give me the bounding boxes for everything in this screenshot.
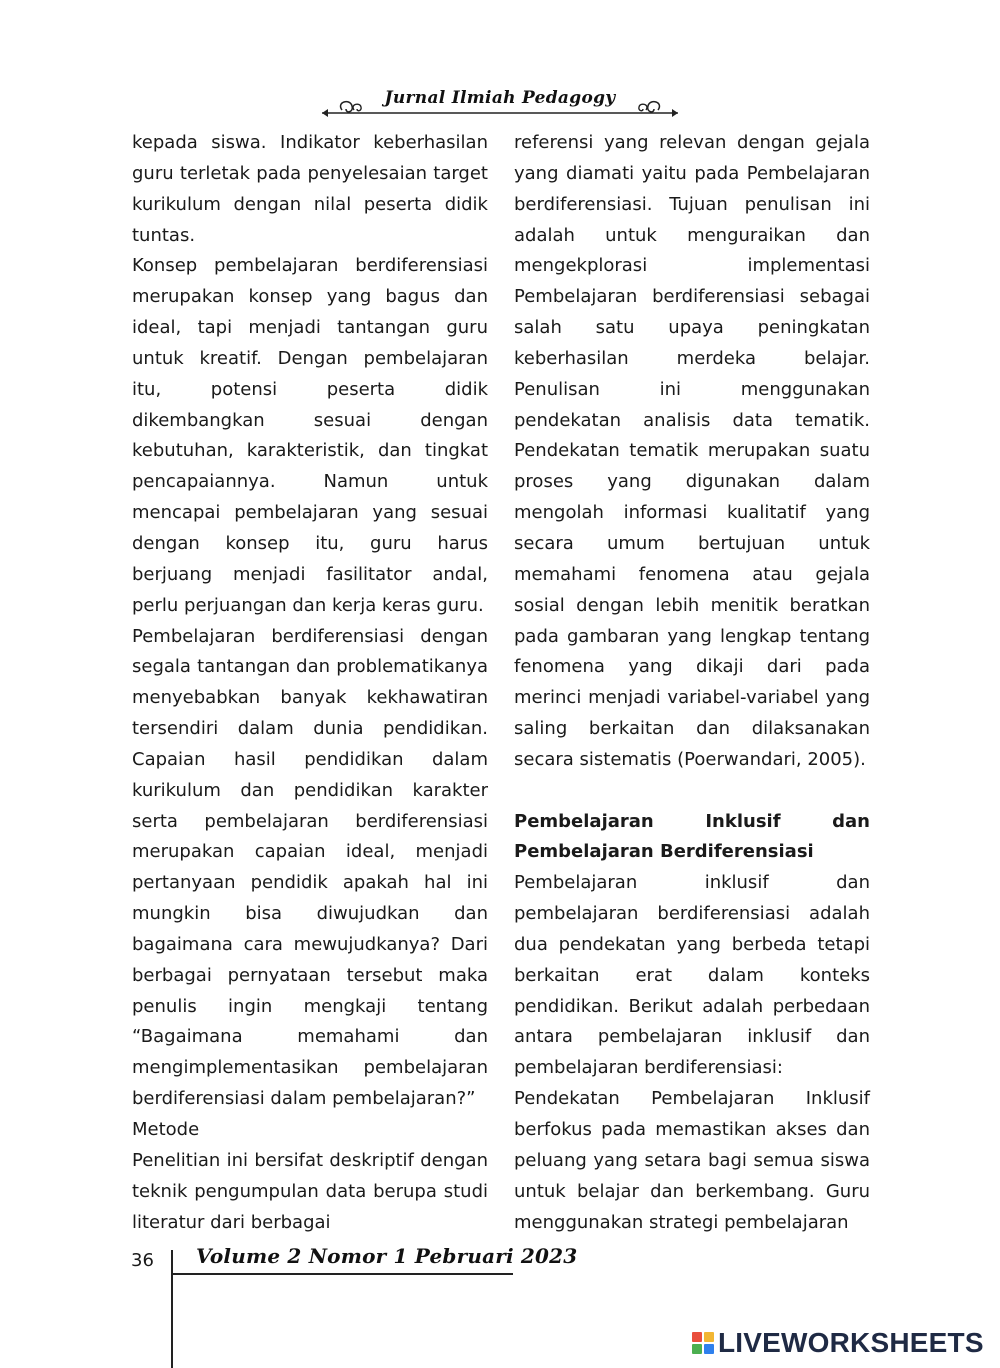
liveworksheets-text: LIVEWORKSHEETS bbox=[718, 1327, 984, 1358]
left-paragraph-1: kepada siswa. Indikator keberhasilan guru terletak pada penyelesaian target kurikulum dengan nilal peserta didik tuntas. bbox=[132, 132, 488, 246]
logo-square-1 bbox=[692, 1332, 702, 1342]
journal-header bbox=[320, 88, 680, 124]
footer-divider-horizontal bbox=[173, 1273, 513, 1275]
section-heading-inklusif: Pembelajaran Inklusif dan Pembelajaran Berdiferensiasi bbox=[514, 810, 870, 863]
left-paragraph-4: Penelitian ini bersifat deskriptif dengan teknik pengumpulan data berupa studi literatur dari berbagai bbox=[132, 1149, 488, 1233]
right-paragraph-3: Pendekatan Pembelajaran Inklusif berfokus pada memastikan akses dan peluang yang setara bagi semua siswa untuk belajar dan berkembang. Guru menggunakan strategi pembelajaran bbox=[514, 1088, 870, 1233]
journal-title: Jurnal Ilmiah Pedagogy bbox=[384, 88, 616, 108]
left-column bbox=[132, 128, 488, 1238]
right-column bbox=[514, 128, 870, 1238]
footer-divider-vertical bbox=[171, 1250, 173, 1368]
logo-square-2 bbox=[704, 1332, 714, 1342]
logo-square-3 bbox=[692, 1344, 702, 1354]
right-paragraph-2: Pembelajaran inklusif dan pembelajaran berdiferensiasi adalah dua pendekatan yang berbeda tetapi berkaitan erat dalam konteks pendidikan. Berikut adalah perbedaan antara pembelajaran inklusif dan pembelajaran berdiferensiasi: bbox=[514, 872, 870, 1079]
logo-square-4 bbox=[704, 1344, 714, 1354]
left-paragraph-2: Konsep pembelajaran berdiferensiasi merupakan konsep yang bagus dan ideal, tapi menjadi tantangan guru untuk kreatif. Dengan pembelajaran itu, potensi peserta didik dikembangkan sesuai dengan kebutuhan, karakteristik, dan tingkat pencapaiannya. Namun untuk mencapai pembelajaran yang sesuai dengan konsep itu, guru harus berjuang menjadi fasilitator andal, perlu perjuangan dan kerja keras guru. bbox=[132, 255, 488, 616]
section-heading-metode: Metode bbox=[132, 1119, 200, 1140]
liveworksheets-watermark[interactable] bbox=[692, 1328, 984, 1358]
volume-label: Volume 2 Nomor 1 Pebruari 2023 bbox=[196, 1244, 578, 1268]
liveworksheets-logo-icon bbox=[692, 1332, 714, 1354]
page-number: 36 bbox=[131, 1250, 154, 1271]
paragraph-spacer bbox=[514, 776, 870, 807]
right-paragraph-1: referensi yang relevan dengan gejala yang diamati yaitu pada Pembelajaran berdiferensiasi. Tujuan penulisan ini adalah untuk menguraikan dan mengekplorasi implementasi Pembelajaran berdiferensiasi sebagai salah satu upaya peningkatan keberhasilan merdeka belajar. Penulisan ini menggunakan pendekatan analisis data tematik. Pendekatan tematik merupakan suatu proses yang digunakan dalam mengolah informasi kualitatif yang secara umum bertujuan untuk memahami fenomena atau gejala sosial dengan lebih menitik beratkan pada gambaran yang lengkap tentang fenomena yang dikaji dari pada merinci menjadi variabel-variabel yang saling berkaitan dan dilaksanakan secara sistematis (Poerwandari, 2005). bbox=[514, 132, 870, 770]
left-paragraph-3: Pembelajaran berdiferensiasi dengan segala tantangan dan problematikanya menyebabkan banyak kekhawatiran tersendiri dalam dunia pendidikan. Capaian hasil pendidikan dalam kurikulum dan pendidikan karakter serta pembelajaran berdiferensiasi merupakan capaian ideal, menjadi pertanyaan pendidik apakah hal ini mungkin bisa diwujudkan dan bagaimana cara mewujudkanya? Dari berbagai pernyataan tersebut maka penulis ingin mengkaji tentang “Bagaimana memahami dan mengimplementasikan pembelajaran berdiferensiasi dalam pembelajaran?” bbox=[132, 625, 488, 1110]
